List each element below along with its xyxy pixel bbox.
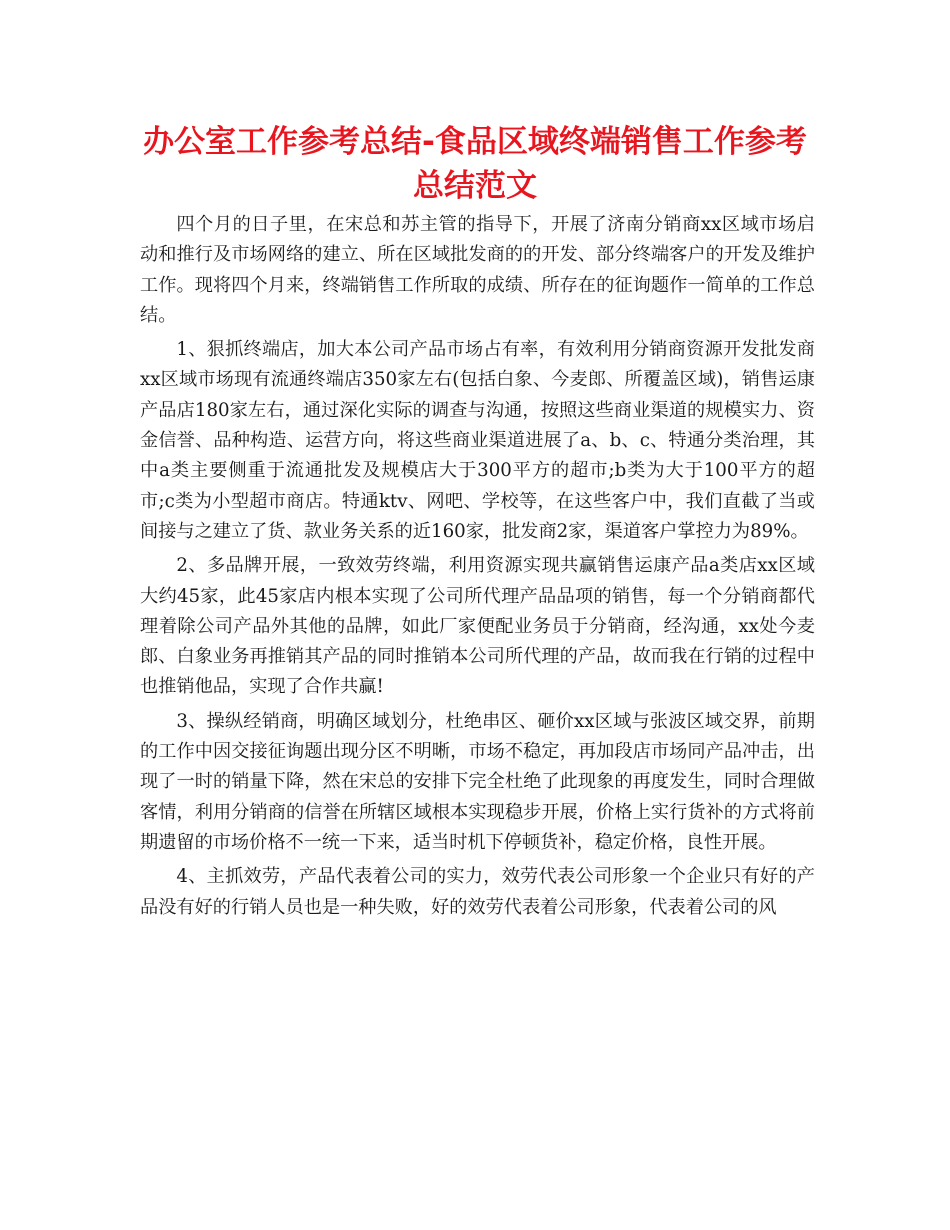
paragraph-3: 3、操纵经销商，明确区域划分，杜绝串区、砸价xx区域与张波区域交界，前期的工作中因交接征询题出现分区不明晰，市场不稳定，再加段店市场同产品冲击，出现了一时的销量下降，然在宋总的安排下完全杜绝了此现象的再度发生，同时合理做客情，利用分销商的信誉在所辖区域根本实现稳步开展，价格上实行货补的方式将前期遗留的市场价格不一统一下来，适当时机下停顿货补，稳定价格，良性开展。 xyxy=(140,710,815,853)
paragraph-4: 4、主抓效劳，产品代表着公司的实力，效劳代表公司形象一个企业只有好的产品没有好的行销人员也是一种失败，好的效劳代表着公司形象，代表着公司的风 xyxy=(140,866,815,918)
paragraph-2: 2、多品牌开展，一致效劳终端，利用资源实现共赢销售运康产品a类店xx区域大约45家，此45家店内根本实现了公司所代理产品品项的销售，每一个分销商都代理着除公司产品外其他的品牌，如此厂家便配业务员于分销商，经沟通，xx处今麦郎、白象业务再推销其产品的同时推销本公司所代理的产品，故而我在行销的过程中也推销他品，实现了合作共赢! xyxy=(140,555,815,698)
paragraph-intro: 四个月的日子里，在宋总和苏主管的指导下，开展了济南分销商xx区域市场启动和推行及市场网络的建立、所在区域批发商的的开发、部分终端客户的开发及维护工作。现将四个月来，终端销售工作所取的成绩、所存在的征询题作一简单的工作总结。 xyxy=(140,214,815,326)
document-body xyxy=(140,210,815,927)
document-title: 办公室工作参考总结-食品区域终端销售工作参考总结范文 xyxy=(143,124,807,204)
paragraph-1: 1、狠抓终端店，加大本公司产品市场占有率，有效利用分销商资源开发批发商xx区域市场现有流通终端店350家左右(包括白象、今麦郎、所覆盖区域)，销售运康产品店180家左右，通过深化实际的调查与沟通，按照这些商业渠道的规模实力、资金信誉、品种构造、运营方向，将这些商业渠道进展了a、b、c、特通分类治理，其中a类主要侧重于流通批发及规模店大于300平方的超市;b类为大于100平方的超市;c类为小型超市商店。特通ktv、网吧、学校等，在这些客户中，我们直截了当或间接与之建立了货、款业务关系的近160家，批发商2家，渠道客户掌控力为89%。 xyxy=(140,339,815,542)
